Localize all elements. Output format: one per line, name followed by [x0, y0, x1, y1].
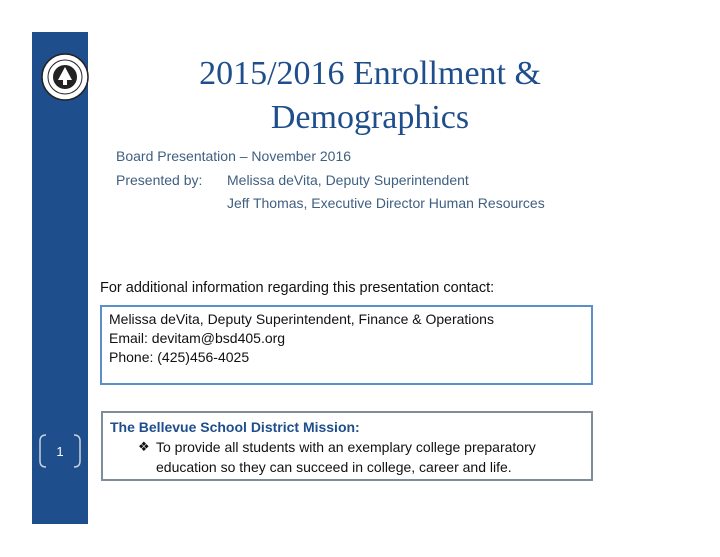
title-line-1: 2015/2016 Enrollment & [199, 55, 541, 92]
mission-line-1: To provide all students with an exemplary college preparatory [156, 439, 536, 455]
contact-email-line: Email: devitam@bsd405.org [109, 330, 286, 346]
contact-phone-line: Phone: (425)456-4025 [109, 349, 250, 365]
mission-bullet-item [110, 437, 584, 477]
mission-line-2: education so they can succeed in college, career and life. [156, 459, 512, 475]
diamond-bullet-icon: ❖ [138, 439, 150, 454]
presented-by-label: Presented by: [116, 172, 203, 188]
page-number-badge [36, 433, 84, 469]
title-line-2: Demographics [270, 99, 470, 136]
contact-name-line: Melissa deVita, Deputy Superintendent, Finance & Operations [109, 311, 494, 327]
district-seal-logo [40, 52, 90, 102]
presenter-1: Melissa deVita, Deputy Superintendent [227, 172, 469, 188]
board-presentation-line: Board Presentation – November 2016 [116, 148, 352, 164]
contact-heading: For additional information regarding this presentation contact: [100, 280, 495, 296]
page-number: 1 [56, 443, 64, 459]
presenter-2: Jeff Thomas, Executive Director Human Resources [227, 195, 545, 211]
slide-title [110, 52, 630, 140]
contact-box [100, 305, 593, 385]
mission-box [101, 411, 593, 481]
mission-title: The Bellevue School District Mission: [110, 419, 360, 435]
